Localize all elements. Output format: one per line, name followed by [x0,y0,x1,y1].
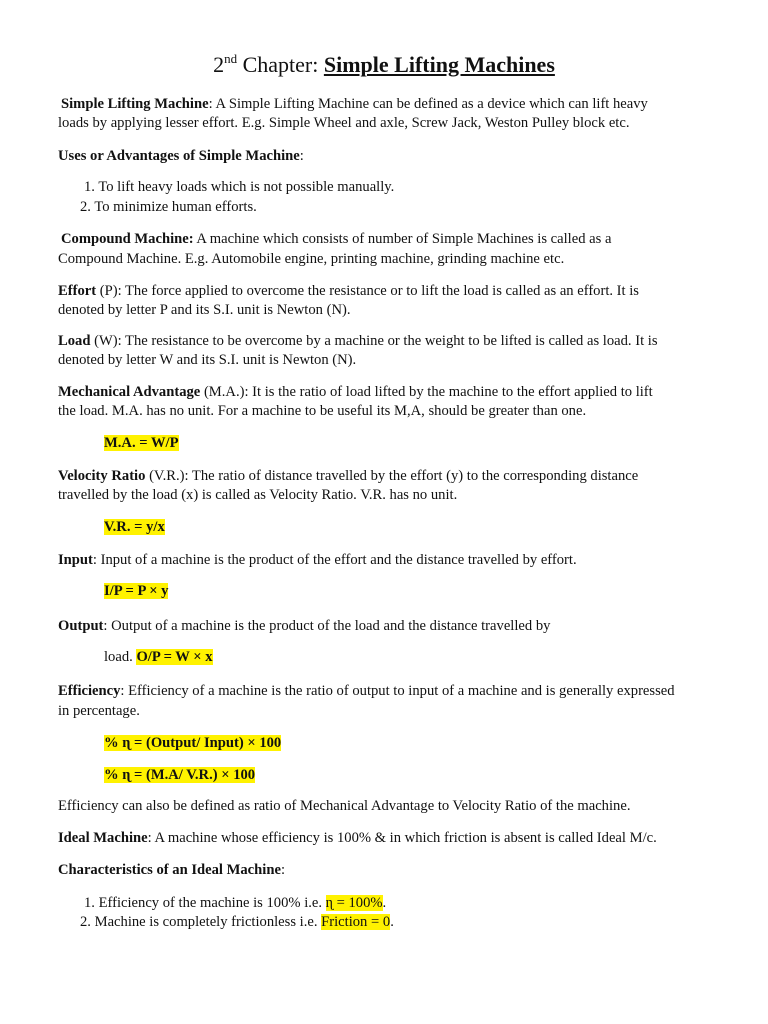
vr-term: Velocity Ratio [58,468,146,484]
ma-text2: the load. M.A. has no unit. For a machine to be useful its M,A, should be greater than one. [58,403,587,419]
uses-colon: : [299,148,304,164]
effort-text1: (P): The force applied to overcome the resistance or to lift the load is called as an effort. It is [96,283,639,299]
output-formula-line [104,648,213,667]
input-formula [104,582,168,601]
efficiency-formula-1-text: % ɳ = (Output/ Input) × 100 [104,735,282,751]
ideal-line1 [58,829,657,848]
slm-text2: loads by applying lesser effort. E.g. Simple Wheel and axle, Screw Jack, Weston Pulley block etc. [58,115,630,131]
characteristics-colon: : [280,862,285,878]
ma-term: Mechanical Advantage [58,384,201,400]
efficiency-formula-2-text: % ɳ = (M.A/ V.R.) × 100 [104,767,256,783]
title-main: Simple Lifting Machines [323,52,555,77]
uses-item-2: 2. To minimize human efforts. [80,199,257,215]
uses-heading: Uses or Advantages of Simple Machine [58,148,300,164]
input-line1 [58,551,577,570]
compound-line1 [61,230,611,249]
efficiency-term: Efficiency [58,683,121,699]
input-formula-text: I/P = P × y [104,583,169,599]
uses-heading-line [58,147,304,166]
efficiency-formula-2 [104,766,255,785]
ma-text1: (M.A.): It is the ratio of load lifted by the machine to the effort applied to lift [200,384,653,400]
title-number: 2 [213,52,225,77]
load-line1 [58,332,658,351]
output-text1: : Output of a machine is the product of the load and the distance travelled by [103,618,551,634]
title-superscript: nd [224,51,238,66]
characteristics-item-2-text: 2. Machine is completely frictionless i.e. [80,914,322,930]
characteristics-heading-line [58,861,285,880]
effort-line1 [58,282,639,301]
ma-line1 [58,383,653,402]
input-text1: : Input of a machine is the product of the effort and the distance travelled by effort. [92,552,577,568]
effort-text2: denoted by letter P and its S.I. unit is Newton (N). [58,302,351,318]
ideal-term: Ideal Machine [58,830,148,846]
efficiency-note: Efficiency can also be defined as ratio of Mechanical Advantage to Velocity Ratio of the machine. [58,798,631,814]
efficiency-text2: in percentage. [58,703,140,719]
effort-term: Effort [58,283,97,299]
efficiency-text1: : Efficiency of a machine is the ratio of output to input of a machine and is generally expressed [120,683,675,699]
slm-text1: : A Simple Lifting Machine can be defined as a device which can lift heavy [208,96,648,112]
vr-line1 [58,467,638,486]
compound-term: Compound Machine: [61,231,194,247]
characteristics-item-1 [84,894,386,913]
input-term: Input [58,552,93,568]
load-text2: denoted by letter W and its S.I. unit is Newton (N). [58,352,357,368]
characteristics-heading: Characteristics of an Ideal Machine [58,862,281,878]
vr-text1: (V.R.): The ratio of distance travelled by the effort (y) to the corresponding distance [145,468,639,484]
uses-item-1: 1. To lift heavy loads which is not possible manually. [84,179,395,195]
characteristics-item-2-highlight: Friction = 0 [321,914,391,930]
characteristics-item-2-end: . [390,914,394,930]
slm-paragraph-line1 [61,95,648,114]
vr-text2: travelled by the load (x) is called as Velocity Ratio. V.R. has no unit. [58,487,458,503]
compound-text1: A machine which consists of number of Simple Machines is called as a [193,231,612,247]
output-prefix: load. [104,649,137,665]
characteristics-item-2 [80,913,394,932]
load-term: Load [58,333,91,349]
characteristics-item-1-end: . [382,895,387,911]
compound-text2: Compound Machine. E.g. Automobile engine, printing machine, grinding machine etc. [58,251,565,267]
characteristics-item-1-text: 1. Efficiency of the machine is 100% i.e. [84,895,326,911]
title-prefix: Chapter: [237,52,324,77]
slm-term: Simple Lifting Machine [61,96,209,112]
output-term: Output [58,618,104,634]
vr-formula [104,518,165,537]
page-title [0,50,768,83]
load-text1: (W): The resistance to be overcome by a machine or the weight to be lifted is called as load. It is [90,333,658,349]
vr-formula-text: V.R. = y/x [104,519,165,535]
efficiency-line1 [58,682,675,701]
output-line1 [58,617,550,636]
ma-formula [104,434,179,453]
ideal-text1: : A machine whose efficiency is 100% & in which friction is absent is called Ideal M/c. [147,830,657,846]
ma-formula-text: M.A. = W/P [104,435,179,451]
characteristics-item-1-highlight: ɳ = 100% [325,895,383,911]
efficiency-formula-1 [104,734,281,753]
output-formula-text: O/P = W × x [136,649,213,665]
